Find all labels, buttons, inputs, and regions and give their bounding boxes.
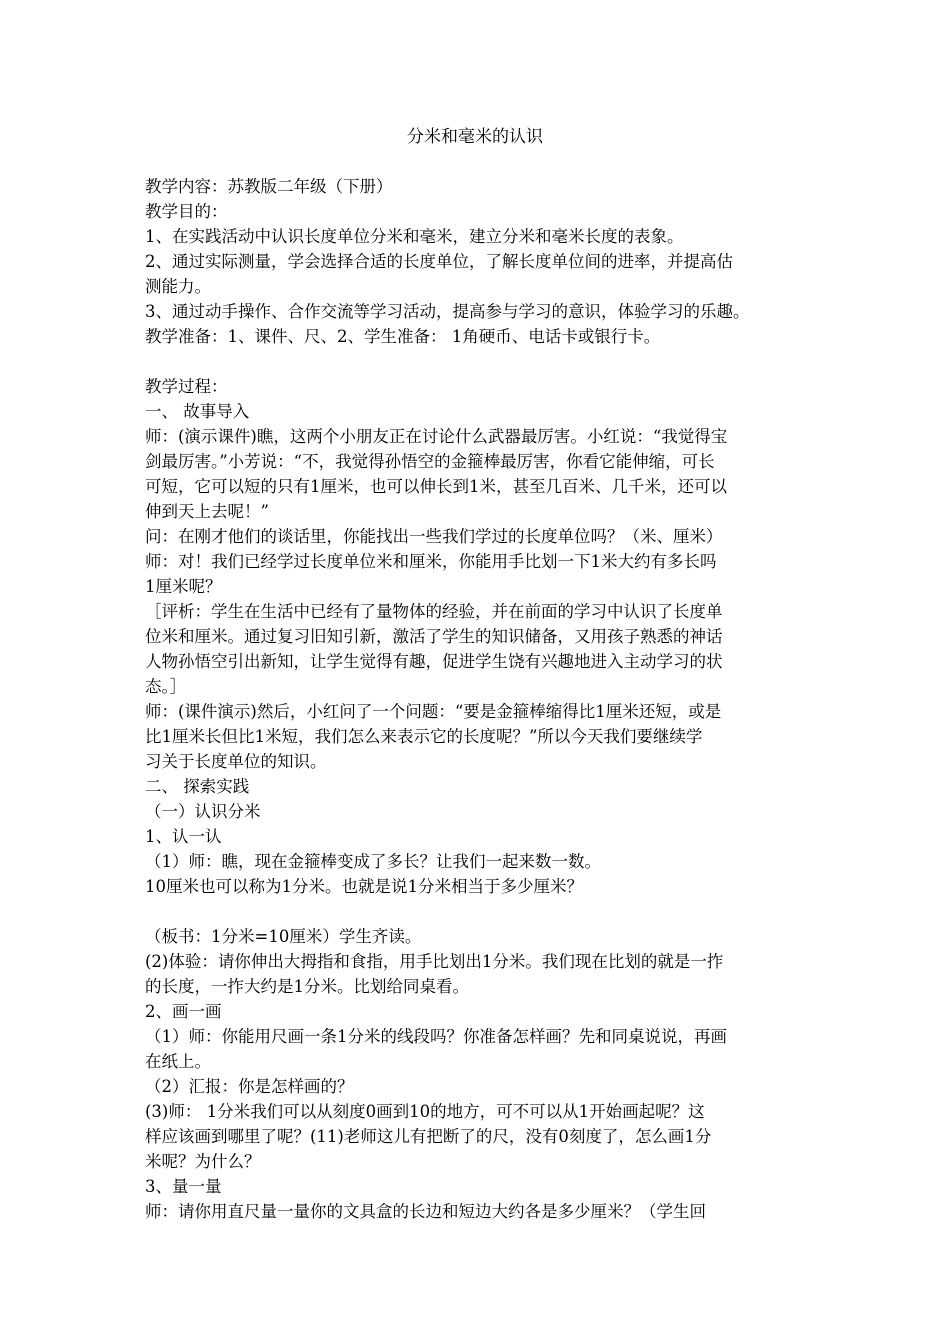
text-line: 问：在刚才他们的谈话里，你能找出一些我们学过的长度单位吗？（米、厘米） xyxy=(145,527,723,546)
text-line: 可短，它可以短的只有1厘米，也可以伸长到1米，甚至几百米、几千米，还可以 xyxy=(145,477,727,496)
text-line: 师：请你用直尺量一量你的文具盒的长边和短边大约各是多少厘米？（学生回 xyxy=(145,1202,706,1221)
text-line: 比1厘米长但比1米短，我们怎么来表示它的长度呢？”所以今天我们要继续学 xyxy=(145,727,703,746)
text-line: 2、画一画 xyxy=(145,1002,222,1021)
text-line: 的长度，一拃大约是1分米。比划给同桌看。 xyxy=(145,977,469,996)
text-line: 样应该画到哪里了呢？(11)老师这儿有把断了的尺，没有0刻度了，怎么画1分 xyxy=(145,1127,712,1146)
text-line: (3)师： 1分米我们可以从刻度0画到10的地方，可不可以从1开始画起呢？这 xyxy=(145,1102,705,1121)
text-line: 习关于长度单位的知识。 xyxy=(145,752,327,771)
text-line: 3、量一量 xyxy=(145,1177,222,1196)
text-line: 测能力。 xyxy=(145,277,211,296)
text-line: ［评析：学生在生活中已经有了量物体的经验，并在前面的学习中认识了长度单 xyxy=(145,602,723,621)
text-line: 1、在实践活动中认识长度单位分米和毫米，建立分米和毫米长度的表象。 xyxy=(145,227,684,246)
text-line: 一、 故事导入 xyxy=(145,402,250,421)
text-line: 人物孙悟空引出新知，让学生觉得有趣，促进学生饶有兴趣地进入主动学习的状 xyxy=(145,652,723,671)
text-line: 米呢？为什么？ xyxy=(145,1152,261,1171)
text-line: 剑最厉害。”小芳说：“不，我觉得孙悟空的金箍棒最厉害，你看它能伸缩，可长 xyxy=(145,452,715,471)
blank-line xyxy=(145,899,809,924)
text-line: （1）师：瞧，现在金箍棒变成了多长？让我们一起来数一数。 xyxy=(145,852,601,871)
text-line: 在纸上。 xyxy=(145,1052,211,1071)
text-line: （板书：1分米=10厘米）学生齐读。 xyxy=(145,927,422,946)
text-line: （2）汇报：你是怎样画的？ xyxy=(145,1077,354,1096)
text-line: 态。］ xyxy=(145,677,187,696)
text-line: 师：对！我们已经学过长度单位米和厘米，你能用手比划一下1米大约有多长吗 xyxy=(145,552,717,571)
text-line: 师：(演示课件)瞧，这两个小朋友正在讨论什么武器最厉害。小红说：“我觉得宝 xyxy=(145,427,728,446)
page-title: 分米和毫米的认识 xyxy=(407,127,543,147)
text-line: 教学准备：1、课件、尺、2、学生准备： 1角硬币、电话卡或银行卡。 xyxy=(145,327,661,346)
text-line: 1厘米呢？ xyxy=(145,577,222,596)
text-line: 二、 探索实践 xyxy=(145,777,250,796)
blank-line xyxy=(145,349,809,374)
text-line: 教学过程： xyxy=(145,377,228,396)
text-line: 2、通过实际测量，学会选择合适的长度单位，了解长度单位间的进率，并提高估 xyxy=(145,252,733,271)
document-body xyxy=(145,174,809,1224)
text-line: 师：(课件演示)然后，小红问了一个问题：“要是金箍棒缩得比1厘米还短，或是 xyxy=(145,702,722,721)
text-line: 教学内容：苏教版二年级（下册） xyxy=(145,177,393,196)
text-line: （一）认识分米 xyxy=(145,802,261,821)
text-line: 教学目的： xyxy=(145,202,228,221)
text-line: 1、认一认 xyxy=(145,827,222,846)
text-line: 10厘米也可以称为1分米。也就是说1分米相当于多少厘米？ xyxy=(145,877,583,896)
text-line: (2)体验：请你伸出大拇指和食指，用手比划出1分米。我们现在比划的就是一拃 xyxy=(145,952,724,971)
text-line: 3、通过动手操作、合作交流等学习活动，提高参与学习的意识，体验学习的乐趣。 xyxy=(145,302,750,321)
text-line: （1）师：你能用尺画一条1分米的线段吗？你准备怎样画？先和同桌说说，再画 xyxy=(145,1027,727,1046)
text-line: 位米和厘米。通过复习旧知引新，激活了学生的知识储备，又用孩子熟悉的神话 xyxy=(145,627,723,646)
text-line: 伸到天上去呢！” xyxy=(145,502,269,521)
